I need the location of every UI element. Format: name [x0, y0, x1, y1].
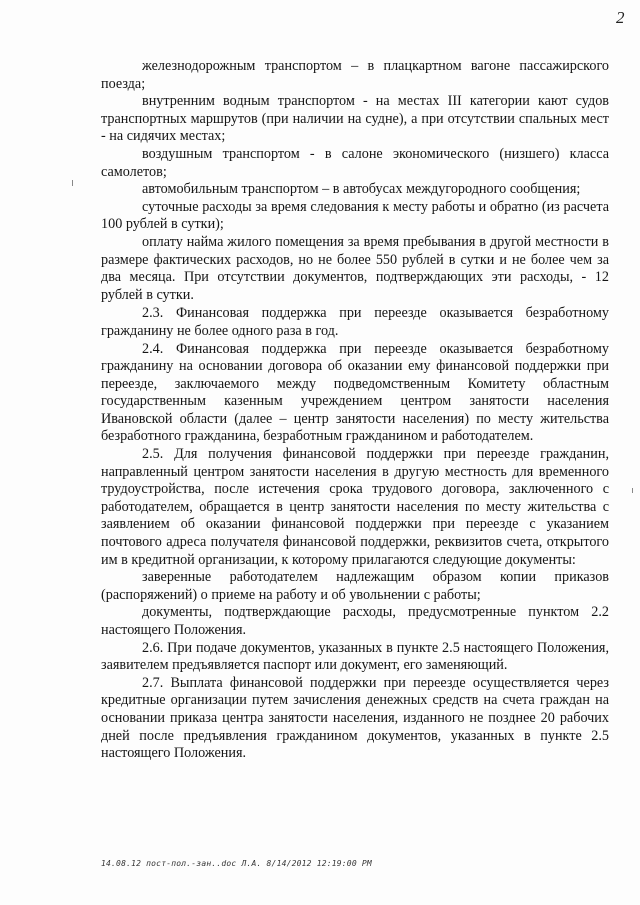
- document-footer: 14.08.12 пост-пол.-зан..doc Л.А. 8/14/2012 12:19:00 PM: [101, 859, 372, 868]
- page-number: 2: [616, 8, 625, 27]
- paragraph-road-transport: автомобильным транспортом – в автобусах междугородного сообщения;: [142, 181, 581, 198]
- paragraph-orders-copies: заверенные работодателем надлежащим образом копии приказов (распоряжений) о приеме на работу и об увольнении с работы;: [101, 569, 609, 603]
- paragraph-expense-documents: документы, подтверждающие расходы, предусмотренные пунктом 2.2 настоящего Положения.: [101, 604, 609, 638]
- paragraph-housing-payment: оплату найма жилого помещения за время пребывания в другой местности в размере фактических расходов, но не более 550 рублей в сутки и не более чем за два месяца. При отсутствии документов, подтверждающих эти расходы, - 12 рублей в сутки.: [101, 233, 609, 303]
- paragraph-rail-transport: железнодорожным транспортом – в плацкартном вагоне пассажирского поезда;: [101, 58, 609, 92]
- clause-2-7: 2.7. Выплата финансовой поддержки при переезде осуществляется через кредитные организации путем зачисления денежных средств на счета граждан на основании приказа центра занятости населения, изданного не позднее 20 рабочих дней после предъявления гражданином документов, указанных в пункте 2.5 настоящего Положения.: [101, 674, 609, 762]
- paragraph-water-transport: внутренним водным транспортом - на местах III категории кают судов транспортных маршрутов (при наличии на судне), а при отсутствии спальных мест - на сидячих местах;: [101, 93, 609, 145]
- clause-2-4: 2.4. Финансовая поддержка при переезде оказывается безработному гражданину на основании договора об оказании ему финансовой поддержки при переезде, заключаемого между подведомственным Комитету областным государственным казенным учреждением центром занятости населения Ивановской области (далее – центр занятости населения) по месту жительства безработного гражданина, безработным гражданином и работодателем.: [101, 340, 609, 445]
- scan-mark-left: [72, 180, 73, 186]
- clause-2-6: 2.6. При подаче документов, указанных в пункте 2.5 настоящего Положения, заявителем предъявляется паспорт или документ, его заменяющий.: [101, 639, 609, 674]
- clause-2-3: 2.3. Финансовая поддержка при переезде оказывается безработному гражданину не более одного раза в год.: [101, 305, 609, 339]
- document-body: [101, 58, 609, 763]
- scan-mark-right: [632, 488, 633, 493]
- paragraph-air-transport: воздушным транспортом - в салоне экономического (низшего) класса самолетов;: [101, 145, 609, 180]
- clause-2-5: 2.5. Для получения финансовой поддержки при переезде гражданин, направленный центром занятости населения в другую местность для временного трудоустройства, после истечения срока трудового договора, заключенного с работодателем, обращается в центр занятости населения по месту жительства с заявлением об оказании финансовой поддержки при переезде с указанием почтового адреса получателя финансовой поддержки, реквизитов счета, открытого им в кредитной организации, к которому прилагаются следующие документы:: [101, 446, 609, 568]
- paragraph-daily-allowance: суточные расходы за время следования к месту работы и обратно (из расчета 100 рублей в сутки);: [101, 198, 609, 233]
